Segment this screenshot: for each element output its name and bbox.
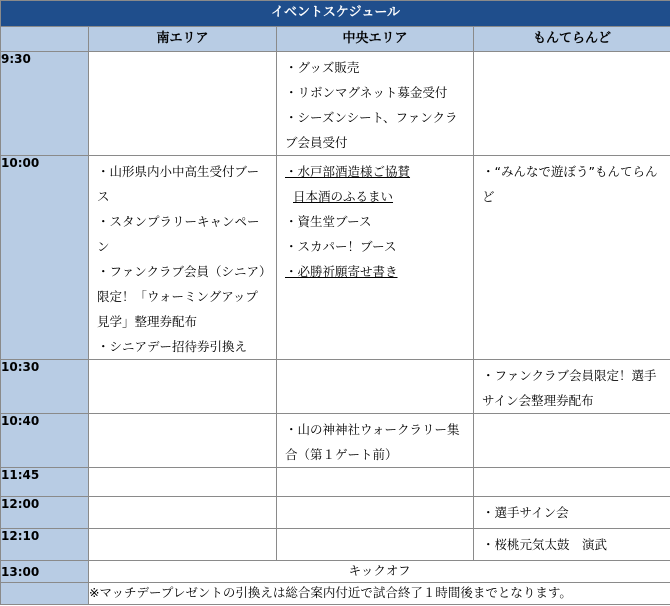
list-item: ・選手サイン会 [482, 505, 569, 520]
monte-cell [474, 360, 670, 414]
footnote: ※マッチデープレゼントの引換えは総合案内付近で試合終了１時間後までとなります。 [89, 583, 670, 605]
list-item: ・ファンクラブ会員限定！選手サイン会整理券配布 [482, 368, 657, 408]
center-cell [277, 52, 474, 156]
south-cell [89, 497, 277, 529]
header-south-area: 南エリア [89, 27, 277, 52]
list-item: ・リボンマグネット募金受付 [285, 85, 448, 100]
kickoff-row [1, 561, 670, 583]
south-cell [89, 52, 277, 156]
table-row [1, 497, 670, 529]
center-cell [277, 529, 474, 561]
list-item: ・桜桃元気太鼓 演武 [482, 537, 608, 552]
sponsor-item-detail: 日本酒のふるまい [293, 189, 394, 204]
list-item: ・シニアデー招待券引換え [97, 339, 248, 354]
time-cell: 10:40 [1, 414, 89, 468]
table-row [1, 468, 670, 497]
center-cell [277, 497, 474, 529]
monte-cell [474, 468, 670, 497]
south-cell [89, 529, 277, 561]
list-item: ・ファンクラブ会員（シニア）限定！「ウォーミングアップ見学」整理券配布 [97, 264, 266, 329]
list-item: ・スタンプラリーキャンペーン [97, 214, 260, 254]
list-item: ・グッズ販売 [285, 60, 360, 75]
kickoff-label: キックオフ [89, 561, 670, 583]
table-row [1, 52, 670, 156]
center-cell [277, 360, 474, 414]
header-monte-land: もんてらんど [474, 27, 670, 52]
time-cell: 9:30 [1, 52, 89, 156]
list-item: ・山の神神社ウォークラリー集合（第１ゲート前） [285, 422, 460, 462]
south-cell [89, 414, 277, 468]
center-cell [277, 414, 474, 468]
schedule-title: イベントスケジュール [1, 1, 670, 27]
time-cell: 11:45 [1, 468, 89, 497]
header-center-area: 中央エリア [277, 27, 474, 52]
sponsor-item: ・水戸部酒造様ご協賛 [285, 164, 411, 179]
table-row [1, 414, 670, 468]
list-item: ・スカパー！ブース [285, 239, 397, 254]
time-cell: 12:00 [1, 497, 89, 529]
list-item: ・“みんなで遊ぼう”もんてらんど [482, 164, 658, 204]
south-cell [89, 156, 277, 360]
monte-cell [474, 529, 670, 561]
time-cell: 12:10 [1, 529, 89, 561]
time-cell: 10:00 [1, 156, 89, 360]
header-time [1, 27, 89, 52]
list-item: ・必勝祈願寄せ書き [285, 264, 398, 279]
center-cell [277, 468, 474, 497]
south-cell [89, 468, 277, 497]
table-row [1, 156, 670, 360]
time-cell: 13:00 [1, 561, 89, 583]
table-row [1, 360, 670, 414]
note-row [1, 583, 670, 605]
monte-cell [474, 52, 670, 156]
list-item: ・シーズンシート、ファンクラブ会員受付 [285, 110, 458, 150]
note-spacer [1, 583, 89, 605]
monte-cell [474, 414, 670, 468]
center-cell [277, 156, 474, 360]
list-item: ・山形県内小中高生受付ブース [97, 164, 260, 204]
list-item: ・資生堂ブース [285, 214, 372, 229]
monte-cell [474, 156, 670, 360]
monte-cell [474, 497, 670, 529]
table-row [1, 529, 670, 561]
south-cell [89, 360, 277, 414]
time-cell: 10:30 [1, 360, 89, 414]
